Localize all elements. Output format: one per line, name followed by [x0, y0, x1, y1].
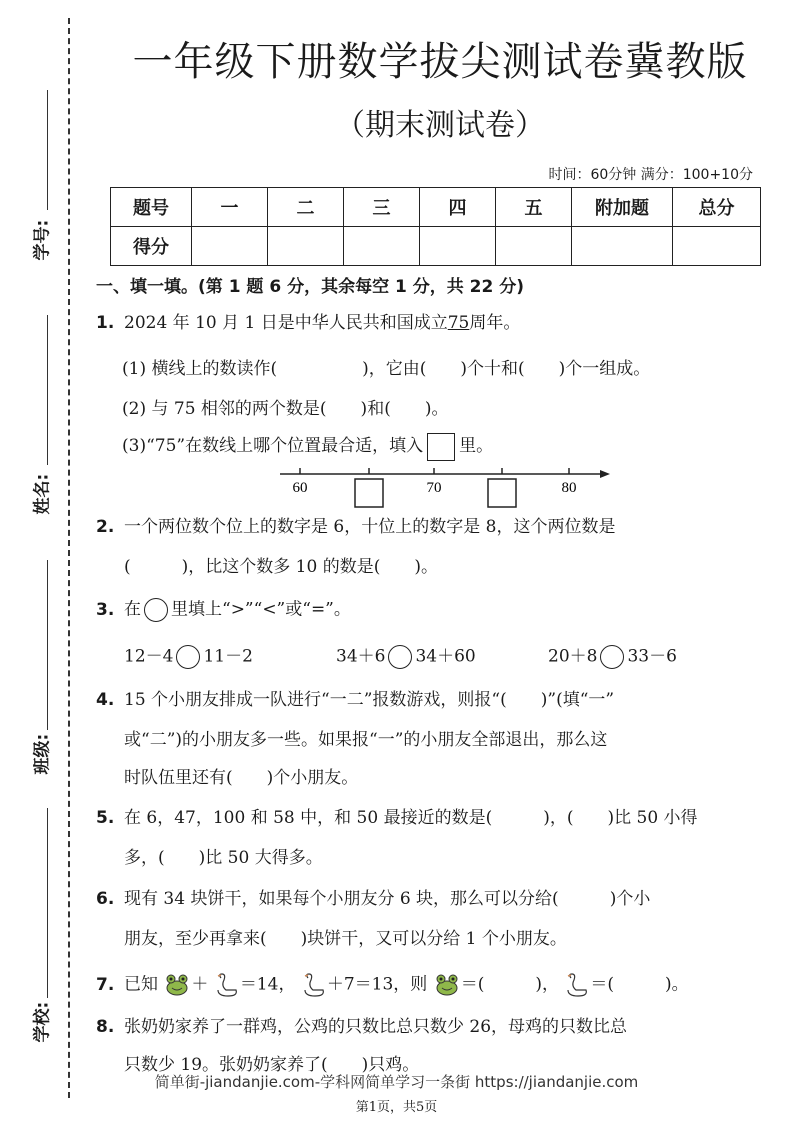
- q5-line-2: 多，( )比 50 大得多。: [124, 848, 323, 868]
- score-header-cell: 一: [192, 188, 268, 227]
- question-number: 7.: [96, 974, 115, 995]
- q3-right: 33－6: [627, 646, 677, 667]
- score-table: [110, 187, 761, 266]
- student-id-label: 学号:: [32, 219, 53, 261]
- q6-line-2: 朋友，至少再拿来( )块饼干，又可以分给 1 个小朋友。: [124, 929, 567, 949]
- score-table-header-row: [111, 188, 761, 227]
- q2-line-2: ( )，比这个数多 10 的数是( )。: [124, 557, 438, 577]
- student-id-line: [47, 90, 48, 210]
- q3-left: 34＋6: [336, 646, 386, 667]
- score-header-cell: 题号: [111, 188, 192, 227]
- q1-sub-2: (2) 与 75 相邻的两个数是( )和( )。: [122, 399, 449, 419]
- question-6: [96, 889, 650, 909]
- name-line: [47, 315, 48, 465]
- frog-icon: [433, 973, 461, 997]
- q1-sub-1: (1) 横线上的数读作( )，它由( )个十和( )个一组成。: [122, 359, 651, 379]
- q3-compare-3: [548, 645, 677, 669]
- binding-dashed-line: [68, 18, 70, 1098]
- number-line-arrow: [600, 470, 610, 478]
- score-cell[interactable]: [572, 227, 673, 266]
- question-8: [96, 1017, 627, 1037]
- answer-box[interactable]: [427, 433, 455, 461]
- q4-line-3: 时队伍里还有( )个小朋友。: [124, 768, 359, 788]
- numberline-label-70: 70: [426, 480, 442, 496]
- compare-circle[interactable]: [388, 645, 412, 669]
- school-line: [47, 808, 48, 998]
- score-header-cell: 二: [268, 188, 344, 227]
- score-header-cell: 四: [420, 188, 496, 227]
- q8-line-1: 张奶奶家养了一群鸡，公鸡的只数比总只数少 26，母鸡的只数比总: [124, 1017, 628, 1037]
- q3-right: 11－2: [203, 646, 253, 667]
- q7-text-d: ＋7＝13，则: [326, 974, 428, 995]
- score-header-cell: 五: [496, 188, 572, 227]
- q1-sub-3-end: 里。: [459, 436, 494, 456]
- compare-circle[interactable]: [176, 645, 200, 669]
- q1-sub-3-text: (3)“75”在数线上哪个位置最合适，填入: [122, 436, 424, 456]
- q3-text: 在: [124, 599, 141, 620]
- swan-icon: [564, 972, 590, 998]
- score-cell[interactable]: [268, 227, 344, 266]
- q4-line-1: 15 个小朋友排成一队进行“一二”报数游戏，则报“( )”(填“一”: [124, 690, 615, 710]
- name-label: 姓名:: [32, 473, 53, 515]
- compare-circle[interactable]: [600, 645, 624, 669]
- footer-watermark-link[interactable]: 简单街-jiandanjie.com-学科网简单学习一条街 https://jiandanjie.com: [154, 1073, 639, 1091]
- section-1-heading: 一、填一填。(第 1 题 6 分，其余每空 1 分，共 22 分): [96, 277, 525, 297]
- swan-icon: [301, 972, 327, 998]
- score-cell[interactable]: [496, 227, 572, 266]
- compare-circle: [144, 598, 168, 622]
- question-number: 4.: [96, 690, 115, 710]
- score-header-cell: 三: [344, 188, 420, 227]
- numberline-label-80: 80: [561, 480, 577, 496]
- swan-icon: [214, 972, 240, 998]
- question-number: 8.: [96, 1017, 115, 1037]
- q3-text-end: 里填上“>”“<”或“=”。: [171, 599, 351, 620]
- q5-line-1: 在 6，47，100 和 58 中，和 50 最接近的数是( )，( )比 50 小得: [124, 808, 698, 828]
- q1-text-end: 周年。: [469, 313, 521, 333]
- score-cell[interactable]: [673, 227, 761, 266]
- q3-left: 20＋8: [548, 646, 598, 667]
- numberline-label-60: 60: [292, 480, 308, 496]
- q3-left: 12－4: [124, 646, 174, 667]
- class-label: 班级:: [32, 733, 53, 775]
- question-3: [96, 598, 351, 622]
- score-cell[interactable]: [420, 227, 496, 266]
- q1-text: 2024 年 10 月 1 日是中华人民共和国成立: [124, 313, 448, 333]
- q3-right: 34＋60: [415, 646, 476, 667]
- question-number: 1.: [96, 313, 115, 333]
- class-line: [47, 560, 48, 730]
- q8-line-2: 只数少 19。张奶奶家养了( )只鸡。: [124, 1055, 420, 1075]
- score-table-score-row: [111, 227, 761, 266]
- question-2: [96, 517, 615, 537]
- score-row-label: 得分: [111, 227, 192, 266]
- q3-compare-1: [124, 645, 253, 669]
- q7-text-a: 已知: [124, 974, 158, 995]
- question-5: [96, 808, 698, 828]
- q7-text-f: ＝( )。: [590, 974, 689, 995]
- question-number: 5.: [96, 808, 115, 828]
- q7-text-b: ＋: [191, 974, 209, 995]
- q7-text-e: ＝( )，: [460, 974, 559, 995]
- q1-sub-3: [122, 431, 493, 461]
- frog-icon: [163, 973, 191, 997]
- numberline-answer-box[interactable]: [488, 479, 516, 507]
- school-label: 学校:: [32, 1001, 53, 1043]
- page-number: 第1页，共5页: [355, 1100, 438, 1115]
- q4-line-2: 或“二”)的小朋友多一些。如果报“一”的小朋友全部退出，那么这: [124, 730, 608, 750]
- question-number: 6.: [96, 889, 115, 909]
- question-number: 3.: [96, 599, 115, 620]
- score-cell[interactable]: [344, 227, 420, 266]
- time-info: 时间：60分钟 满分：100+10分: [548, 167, 753, 183]
- question-1: [96, 313, 520, 333]
- question-number: 2.: [96, 517, 115, 537]
- q7-text-c: ＝14，: [239, 974, 296, 995]
- score-header-cell: 总分: [673, 188, 761, 227]
- page-title: 一年级下册数学拔尖测试卷冀教版: [132, 39, 748, 85]
- q1-underlined-number: 75: [447, 313, 470, 333]
- q6-line-1: 现有 34 块饼干，如果每个小朋友分 6 块，那么可以分给( )个小: [124, 889, 651, 909]
- q3-compare-2: [336, 645, 476, 669]
- page-subtitle: （期末测试卷）: [335, 108, 545, 143]
- question-4: [96, 690, 614, 710]
- numberline-answer-box[interactable]: [355, 479, 383, 507]
- question-7: [96, 972, 689, 998]
- score-cell[interactable]: [192, 227, 268, 266]
- score-header-cell: 附加题: [572, 188, 673, 227]
- number-line: [270, 462, 615, 512]
- q2-line-1: 一个两位数个位上的数字是 6，十位上的数字是 8，这个两位数是: [124, 517, 616, 537]
